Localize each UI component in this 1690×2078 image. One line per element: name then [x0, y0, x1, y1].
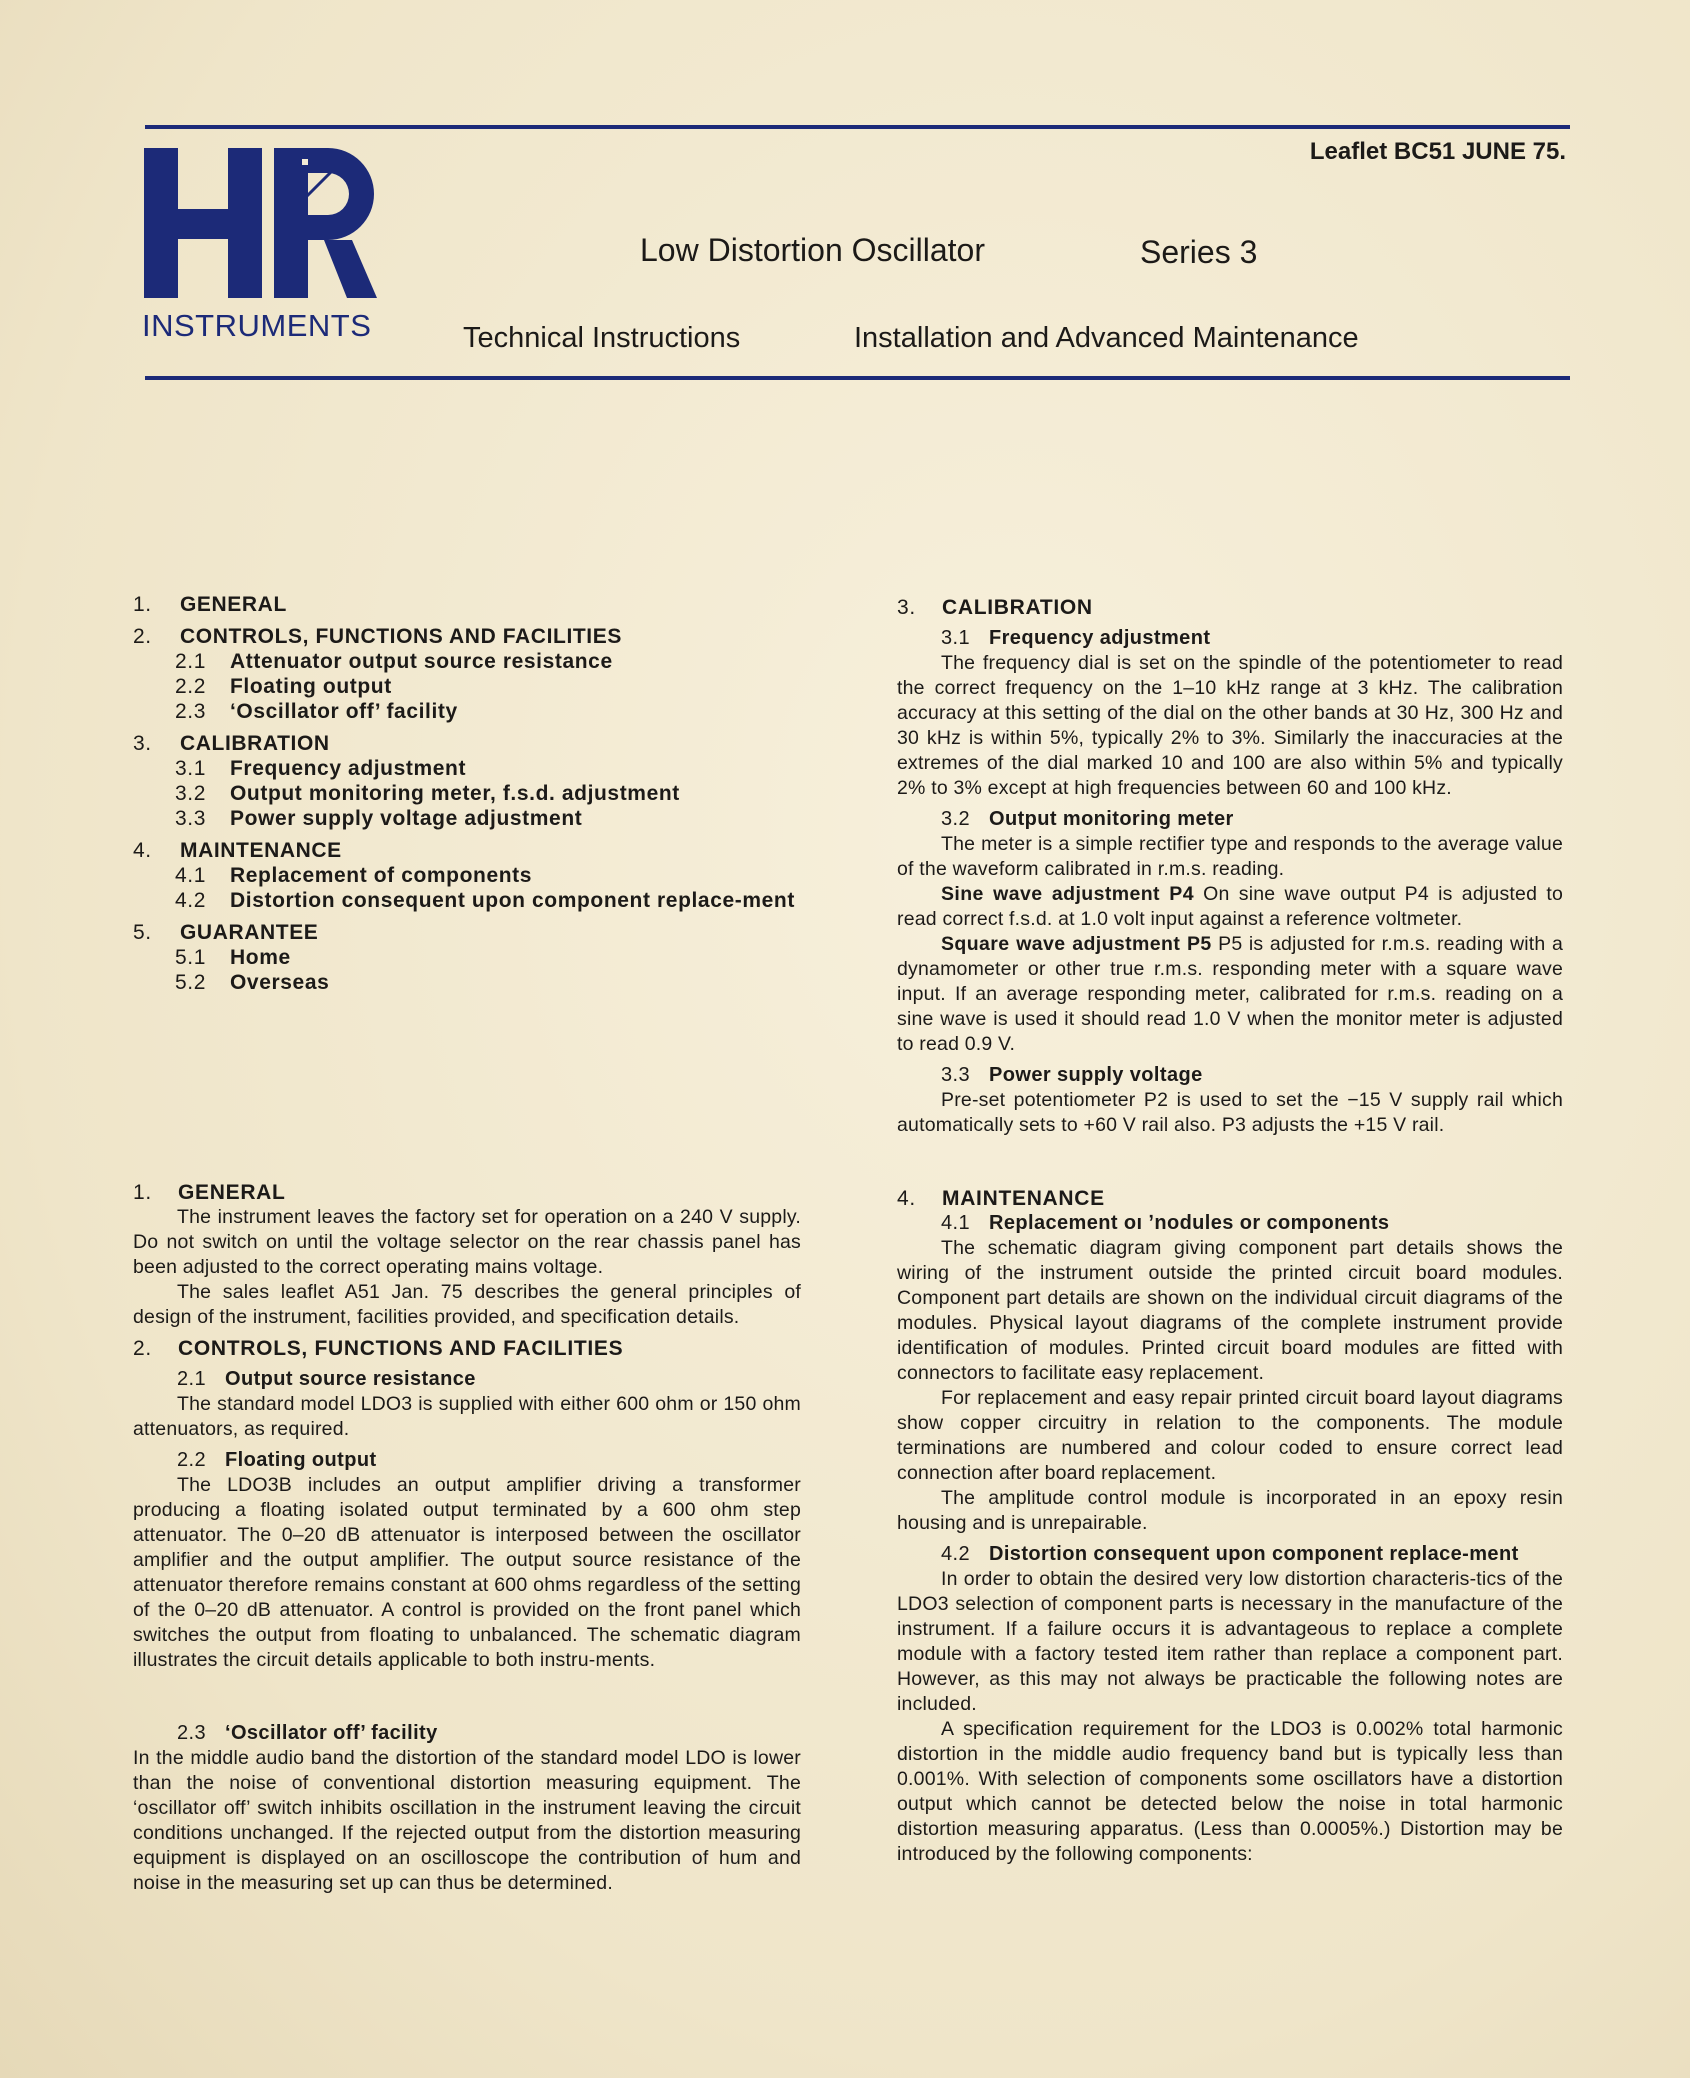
paragraph: The standard model LDO3 is supplied with either 600 ohm or 150 ohm attenuators, as required.	[133, 1393, 801, 1440]
toc-item: 2.2 Floating output	[175, 675, 392, 698]
paragraph: The frequency dial is set on the spindle of the potentiometer to read the correct frequency on the 1–10 kHz range at 3 kHz. The calibration accuracy at this setting of the dial on the other bands at 30 Hz, 300 Hz and 30 kHz is within 5%, typically 2% to 3%. Similarly the inaccuracies at the extremes of the dial marked 10 and 100 are also within 5% and typically 2% to 3% except at high frequencies between 60 and 100 kHz.	[897, 652, 1563, 799]
paragraph: In order to obtain the desired very low distortion characteris-tics of the LDO3 selection of component parts is necessary in the manufacture of the instrument. If a failure occurs it is advantageous to replace a complete module with a factory tested item rather than replace a component part. However, as this may not always be practicable the following notes are included.	[897, 1568, 1563, 1715]
paragraph: The sales leaflet A51 Jan. 75 describes the general principles of design of the instrument, facilities provided, and specification details.	[133, 1281, 801, 1328]
toc-item: 5.1 Home	[175, 946, 291, 969]
subsection-heading: 3.1 Frequency adjustment	[941, 627, 1211, 649]
series-label: Series 3	[1140, 234, 1258, 270]
subsection-heading: 4.2 Distortion consequent upon component replace-ment	[941, 1543, 1519, 1565]
header-rule-top	[145, 125, 1570, 129]
toc-item: 4. MAINTENANCE	[133, 839, 342, 862]
subsection-heading: 4.1 Replacement oı ʼnodules or components	[941, 1212, 1390, 1234]
toc-item: 3.3 Power supply voltage adjustment	[175, 807, 583, 830]
toc-item: 5.2 Overseas	[175, 971, 330, 994]
paragraph: Pre-set potentiometer P2 is used to set the −15 V supply rail which automatically sets to +60 V rail also. P3 adjusts the +15 V rail.	[897, 1089, 1563, 1136]
right-column	[897, 595, 1563, 1867]
paragraph: The amplitude control module is incorporated in an epoxy resin housing and is unrepairable.	[897, 1487, 1563, 1534]
subsection-heading: 2.3 ‘Oscillator off’ facility	[177, 1722, 438, 1744]
toc-item: 5. GUARANTEE	[133, 921, 319, 944]
leaflet-reference: Leaflet BC51 JUNE 75.	[1309, 138, 1566, 165]
paragraph: Sine wave adjustment P4 On sine wave output P4 is adjusted to read correct f.s.d. at 1.0 volt input against a reference voltmeter.	[897, 883, 1563, 930]
toc-item: 2.1 Attenuator output source resistance	[175, 650, 613, 673]
paragraph: The instrument leaves the factory set for operation on a 240 V supply. Do not switch on until the voltage selector on the rear chassis panel has been adjusted to the correct operating mains voltage.	[133, 1206, 801, 1278]
paragraph: The LDO3B includes an output amplifier driving a transformer producing a floating isolated output terminated by a 600 ohm step attenuator. The 0–20 dB attenuator is interposed between the oscillator amplifier and the output amplifier. The output source resistance of the attenuator therefore remains constant at 600 ohms regardless of the setting of the 0–20 dB attenuator. A control is provided on the front panel which switches the output from floating to unbalanced. The schematic diagram illustrates the circuit details applicable to both instru-ments.	[133, 1474, 801, 1671]
toc-item: 3.2 Output monitoring meter, f.s.d. adjustment	[175, 782, 680, 805]
left-column	[133, 1180, 801, 1896]
section-heading: 1. GENERAL	[133, 1181, 286, 1204]
toc-item: 4.1 Replacement of components	[175, 864, 533, 887]
paragraph: A specification requirement for the LDO3 is 0.002% total harmonic distortion in the middle audio frequency band but is typically less than 0.001%. With selection of components some oscillators have a distortion output which cannot be detected below the noise in total harmonic distortion measuring apparatus. (Less than 0.0005%.) Distortion may be introduced by the following components:	[897, 1718, 1563, 1865]
toc-item: 3.1 Frequency adjustment	[175, 757, 467, 780]
toc-item: 4.2 Distortion consequent upon component replace-ment	[175, 889, 795, 912]
section-heading: 3. CALIBRATION	[897, 596, 1093, 619]
subtitle-technical: Technical Instructions	[463, 322, 741, 354]
subtitle-installation: Installation and Advanced Maintenance	[854, 322, 1359, 354]
paragraph: The meter is a simple rectifier type and responds to the average value of the waveform calibrated in r.m.s. reading.	[897, 833, 1563, 880]
logo-text: INSTRUMENTS	[142, 308, 372, 343]
toc-item: 1. GENERAL	[133, 593, 287, 616]
document-title: Low Distortion Oscillator	[640, 232, 985, 268]
subsection-heading: 3.2 Output monitoring meter	[941, 808, 1234, 830]
table-of-contents	[133, 592, 833, 995]
toc-item: 2.3 ‘Oscillator off’ facility	[175, 700, 458, 723]
paragraph: For replacement and easy repair printed circuit board layout diagrams show copper circuitry in relation to the components. The module terminations are numbered and colour coded to ensure correct lead connection after board replacement.	[897, 1387, 1563, 1484]
paragraph: In the middle audio band the distortion of the standard model LDO is lower than the noise of conventional distortion measuring equipment. The ‘oscillator off’ switch inhibits oscillation in the instrument leaving the circuit conditions unchanged. If the rejected output from the distortion measuring equipment is displayed on an oscilloscope the contribution of hum and noise in the measuring set up can thus be determined.	[133, 1747, 801, 1894]
paragraph: The schematic diagram giving component part details shows the wiring of the instrument outside the printed circuit board modules. Component part details are shown on the individual circuit diagrams of the modules. Physical layout diagrams of the complete instrument provide identification of modules. Printed circuit board modules are fitted with connectors to facilitate easy replacement.	[897, 1237, 1563, 1384]
section-heading: 2. CONTROLS, FUNCTIONS AND FACILITIES	[133, 1337, 624, 1360]
header-rule-bottom	[145, 376, 1570, 380]
paragraph: Square wave adjustment P5 P5 is adjusted for r.m.s. reading with a dynamometer or other true r.m.s. responding meter with a square wave input. If an average responding meter, calibrated for r.m.s. reading on a sine wave is used it should read 1.0 V when the monitor meter is adjusted to read 0.9 V.	[897, 933, 1563, 1055]
subsection-heading: 2.1 Output source resistance	[177, 1368, 476, 1390]
section-heading: 4. MAINTENANCE	[897, 1187, 1105, 1210]
toc-item: 2. CONTROLS, FUNCTIONS AND FACILITIES	[133, 625, 622, 648]
subsection-heading: 2.2 Floating output	[177, 1449, 377, 1471]
toc-item: 3. CALIBRATION	[133, 732, 330, 755]
subsection-heading: 3.3 Power supply voltage	[941, 1064, 1203, 1086]
